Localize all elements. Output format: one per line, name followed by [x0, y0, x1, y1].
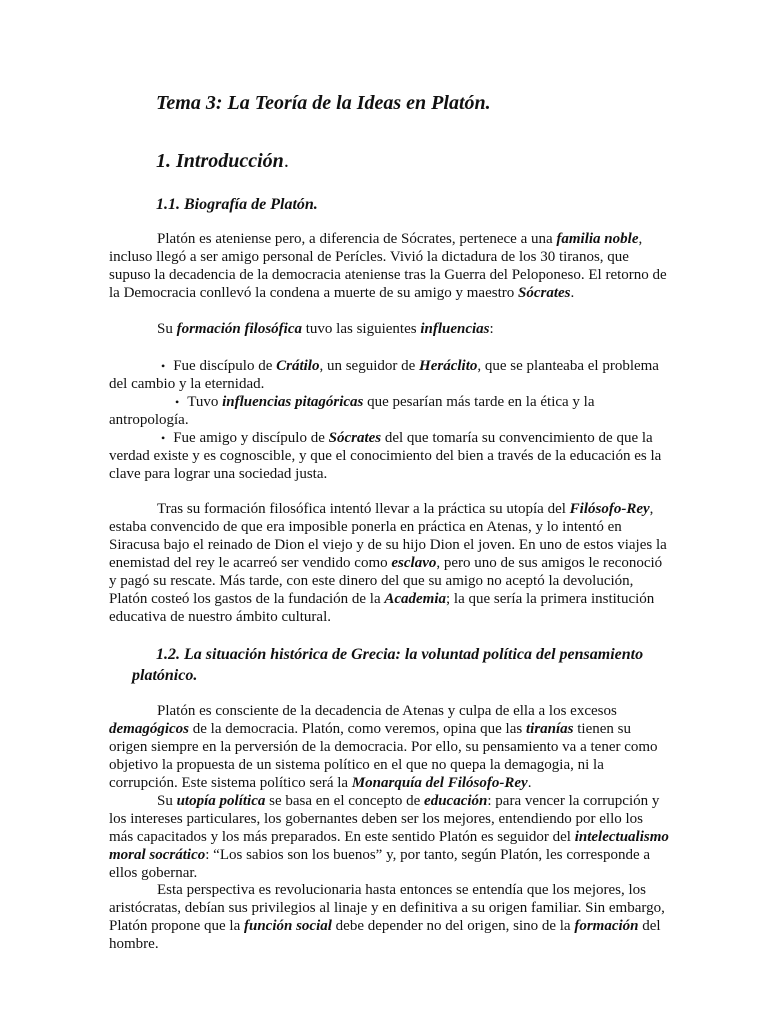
text-run: .: [527, 775, 532, 791]
emphasis-educacion: educación: [424, 793, 488, 809]
text-run: de la democracia. Platón, como veremos, opina que las: [189, 721, 526, 737]
bullet-item-socrates: [109, 429, 669, 483]
text-run: del que tomaría su convencimiento de que la verdad existe y es cognoscible, y que el conocimiento del bien a través de la educación es la clave para lograr una sociedad justa.: [109, 430, 662, 482]
text-run: Su: [157, 321, 177, 337]
emphasis-monarquia: Monarquía del Filósofo-Rey: [351, 775, 528, 791]
text-run: : para vencer la corrupción y los intereses particulares, los gobernantes deben ser los mejores, entendiendo por ello los más capacitados y los más preparados. En este sentido Platón es seguidor del: [109, 793, 660, 845]
text-run: Fue discípulo de: [173, 358, 277, 374]
text-run: Platón es consciente de la decadencia de Atenas y culpa de ella a los excesos: [157, 703, 617, 719]
text-run: Tuvo: [187, 394, 223, 410]
text-run: tienen su origen siempre en la perversión de la democracia. Por ello, su pensamiento va a tener como objetivo la propuesta de un sistema político en el que no quepa la demagogia, ni la corrupción. Este sistema político será la: [109, 721, 658, 791]
paragraph-filosofo-rey: [109, 500, 669, 626]
text-run: Platón es ateniense pero, a diferencia de Sócrates, pertenece a una: [157, 231, 557, 247]
text-run: , pero uno de sus amigos le reconoció y pagó su rescate. Más tarde, con este dinero del que su amigo no aceptó la devolución, Platón costeó los gastos de la fundación de la: [109, 555, 663, 607]
text-run: se basa en el concepto de: [265, 793, 425, 809]
section-heading-introduccion: [156, 150, 289, 173]
paragraph-formacion: [109, 320, 669, 338]
paragraph-perspectiva: [109, 881, 669, 953]
text-run: debe depender no del origen, sino de la: [331, 918, 575, 934]
bullet-icon: •: [175, 395, 180, 409]
paragraph-biografia: [109, 230, 669, 302]
emphasis-socrates: Sócrates: [518, 285, 571, 301]
emphasis-esclavo: esclavo: [391, 555, 437, 571]
emphasis-formacion: formación: [574, 918, 639, 934]
text-run: tuvo las siguientes: [302, 321, 421, 337]
emphasis-intelectualismo: intelectualismo moral socrático: [109, 829, 669, 863]
text-run: , estaba convencido de que era imposible ponerla en práctica en Atenas, y lo intentó en Siracusa bajo el reinado de Dion el viejo y de su hijo Dion el joven. En uno de estos viajes la enemistad del rey le acarreó ser vendido como: [109, 501, 667, 571]
emphasis-socrates: Sócrates: [328, 430, 382, 446]
emphasis-influencias: influencias: [420, 321, 490, 337]
subsection-heading-biografia: 1.1. Biografía de Platón.: [156, 196, 318, 213]
emphasis-filosofo-rey: Filósofo-Rey: [569, 501, 650, 517]
emphasis-heraclito: Heráclito: [419, 358, 478, 374]
section-heading-dot: .: [283, 150, 289, 172]
bullet-icon: •: [161, 431, 166, 445]
section-heading-text: 1. Introducción: [156, 150, 284, 172]
text-run: Esta perspectiva es revolucionaria hasta entonces se entendía que los mejores, los aristócratas, debían sus privilegios al linaje y en definitiva a su origen familiar. Sin embargo, Platón propone que la: [109, 882, 665, 934]
text-run: : “Los sabios son los buenos” y, por tanto, según Platón, les corresponde a ellos gobernar.: [109, 847, 651, 881]
document-title: Tema 3: La Teoría de la Ideas en Platón.: [156, 92, 491, 114]
text-run: Fue amigo y discípulo de: [173, 430, 329, 446]
subsection-heading-situacion-historica: 1.2. La situación histórica de Grecia: la voluntad política del pensamiento platónico.: [132, 646, 644, 684]
emphasis-familia-noble: familia noble: [556, 231, 639, 247]
text-run: , que se planteaba el problema del cambio y la eternidad.: [109, 358, 659, 392]
text-run: :: [489, 321, 494, 337]
text-run: , un seguidor de: [319, 358, 420, 374]
bullet-icon: •: [161, 359, 166, 373]
text-run: Su: [157, 793, 177, 809]
text-run: Tras su formación filosófica intentó llevar a la práctica su utopía del: [157, 501, 570, 517]
paragraph-utopia-politica: [109, 792, 669, 882]
emphasis-demagogicos: demagógicos: [109, 721, 189, 737]
emphasis-academia: Academia: [384, 591, 447, 607]
text-run: .: [570, 285, 575, 301]
bullet-item-cratilo: [109, 357, 669, 393]
text-run: ; la que sería la primera institución educativa de nuestro ámbito cultural.: [109, 591, 655, 625]
emphasis-formacion-filosofica: formación filosófica: [176, 321, 302, 337]
emphasis-influencias-pitagoricas: influencias pitagóricas: [222, 394, 364, 410]
text-run: que pesarían más tarde en la ética y la antropología.: [109, 394, 595, 428]
emphasis-tiranias: tiranías: [525, 721, 574, 737]
emphasis-cratilo: Crátilo: [276, 358, 320, 374]
text-run: del hombre.: [109, 918, 661, 952]
bullet-item-pitagoricas: [109, 393, 669, 429]
emphasis-funcion-social: función social: [243, 918, 332, 934]
text-run: , incluso llegó a ser amigo personal de Perícles. Vivió la dictadura de los 30 tiranos, que supuso la decadencia de la democracia ateniense tras la Guerra del Peloponeso. El retorno de la Democracia conllevó la condena a muerte de su amigo y maestro: [109, 231, 667, 301]
emphasis-utopia-politica: utopía política: [176, 793, 266, 809]
paragraph-decadencia: [109, 702, 669, 792]
